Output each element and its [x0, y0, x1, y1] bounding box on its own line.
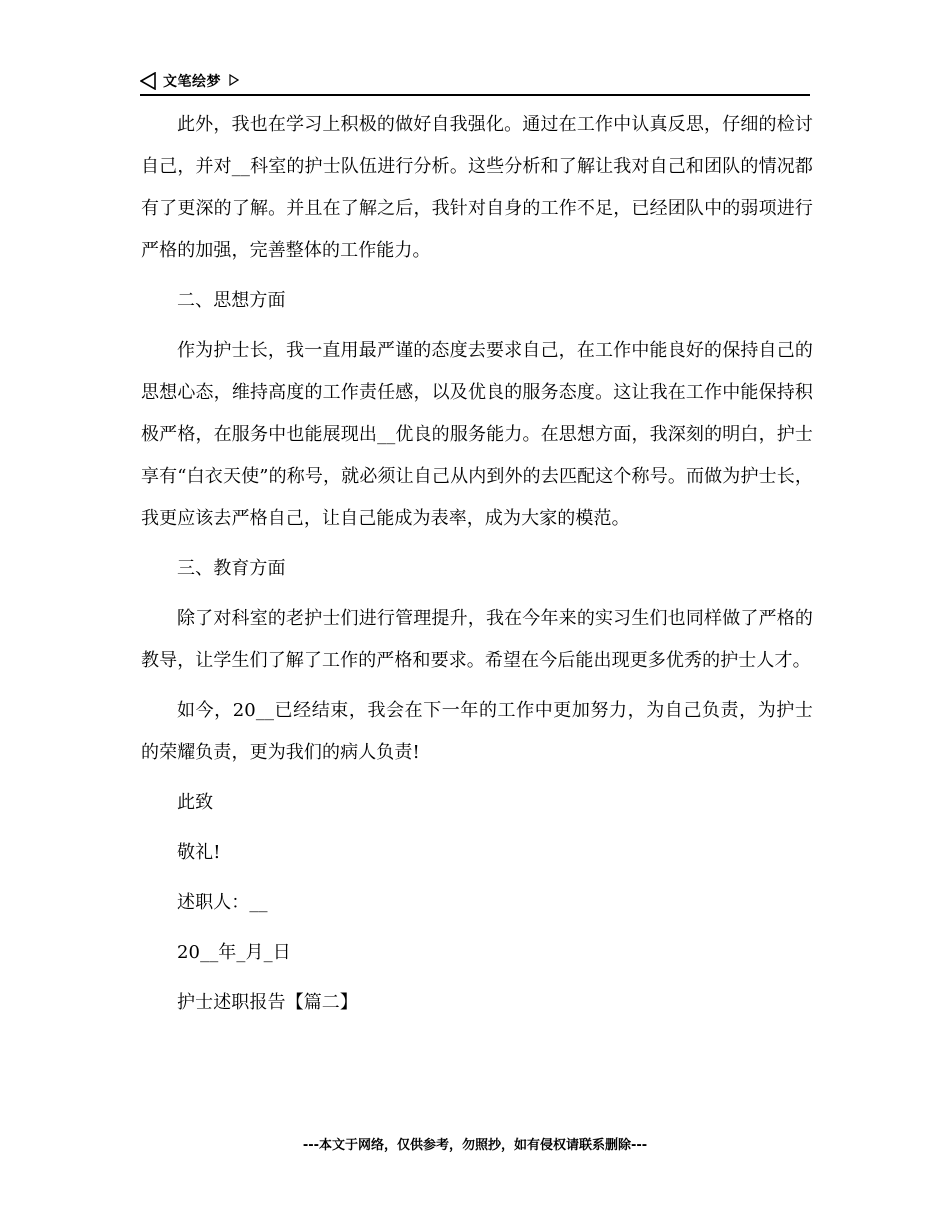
- closing-salutation: 此致: [177, 792, 214, 813]
- paragraph: 如今，20__已经结束，我会在下一年的工作中更加努力，为自己负责，为护士的荣耀负责，更为我们的病人负责!: [141, 700, 813, 763]
- date-line: 20__年_月_日: [177, 942, 291, 963]
- next-section-title: 护士述职报告【篇二】: [177, 992, 358, 1013]
- document-body: [141, 104, 813, 1032]
- footer-notice: ---本文于网络，仅供参考，勿照抄，如有侵权请联系删除---: [302, 1138, 648, 1153]
- paragraph: 作为护士长，我一直用最严谨的态度去要求自己，在工作中能良好的保持自己的思想心态，维持高度的工作责任感，以及优良的服务态度。这让我在工作中能保持积极严格，在服务中也能展现出__优良的服务能力。在思想方面，我深刻的明白，护士享有“白衣天使”的称号，就必须让自己从内到外的去匹配这个称号。而做为护士长，我更应该去严格自己，让自己能成为表率，成为大家的模范。: [141, 340, 813, 529]
- closing-regards: 敬礼!: [177, 842, 221, 863]
- paragraph: 除了对科室的老护士们进行管理提升，我在今年来的实习生们也同样做了严格的教导，让学生们了解了工作的严格和要求。希望在今后能出现更多优秀的护士人才。: [141, 608, 813, 671]
- triangle-right-icon: [229, 74, 239, 86]
- section-heading: 三、教育方面: [177, 558, 286, 579]
- reporter-line: 述职人：__: [177, 892, 268, 913]
- section-heading: 二、思想方面: [177, 290, 286, 311]
- brand-name: 文笔绘梦: [163, 74, 221, 90]
- page-header: [140, 70, 810, 96]
- triangle-left-icon: [140, 72, 156, 90]
- paragraph: 此外，我也在学习上积极的做好自我强化。通过在工作中认真反思，仔细的检讨自己，并对__科室的护士队伍进行分析。这些分析和了解让我对自己和团队的情况都有了更深的了解。并且在了解之后，我针对自身的工作不足，已经团队中的弱项进行严格的加强，完善整体的工作能力。: [141, 114, 813, 261]
